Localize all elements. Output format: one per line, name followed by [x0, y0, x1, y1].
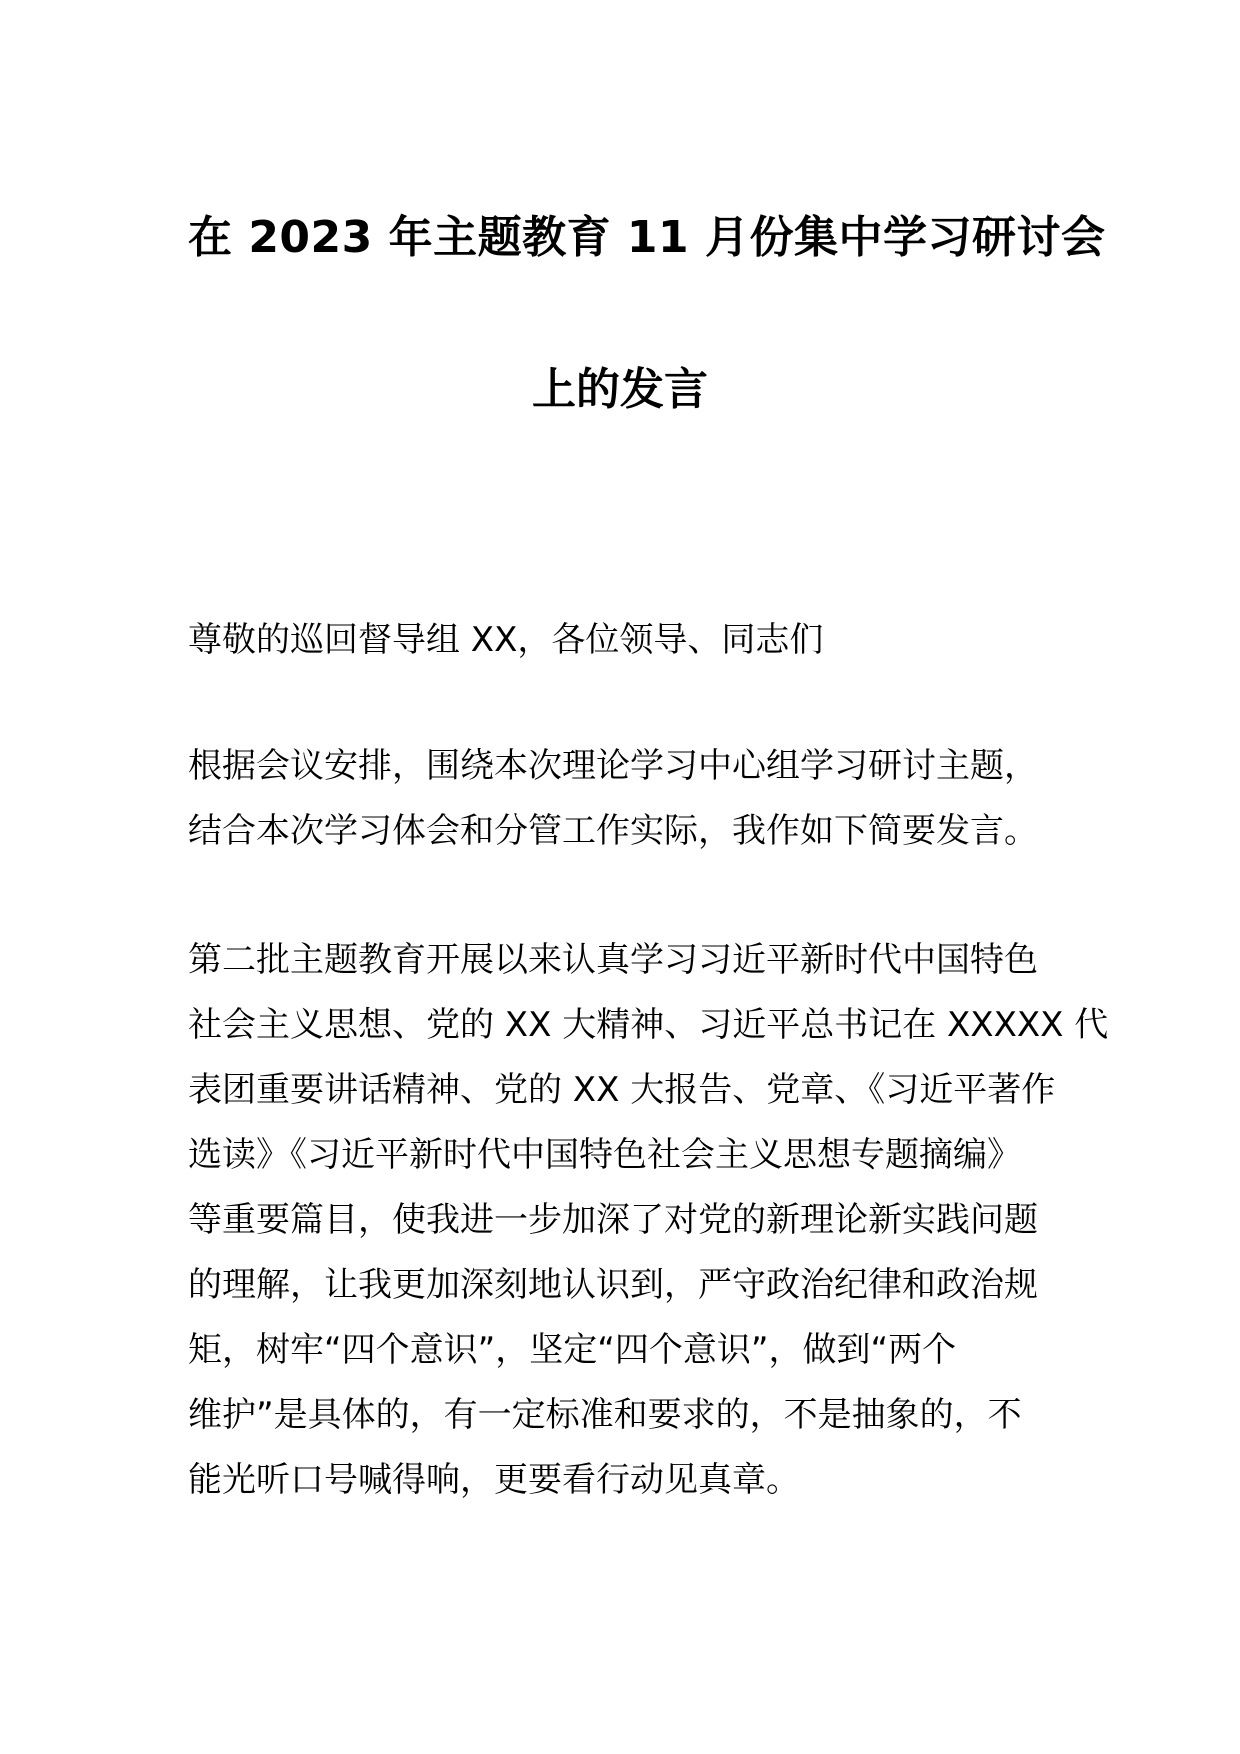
intro-paragraph: [188, 734, 1056, 864]
body-line: 第二批主题教育开展以来认真学习习近平新时代中国特色: [188, 940, 1038, 980]
salutation-text: 尊敬的巡回督导组 XX，各位领导、同志们: [188, 620, 824, 660]
body-line: 社会主义思想、党的 XX 大精神、习近平总书记在 XXXXX 代: [188, 1005, 1109, 1045]
body-line: 等重要篇目，使我进一步加深了对党的新理论新实践问题: [188, 1200, 1038, 1240]
document-title-line-2: 上的发言: [532, 364, 708, 415]
body-paragraph: [188, 928, 1109, 1513]
body-line: 维护”是具体的，有一定标准和要求的，不是抽象的，不: [188, 1395, 1022, 1435]
document-title-line-1: 在 2023 年主题教育 11 月份集中学习研讨会: [188, 212, 1106, 263]
body-line: 的理解，让我更加深刻地认识到，严守政治纪律和政治规: [188, 1265, 1038, 1305]
body-line: 表团重要讲话精神、党的 XX 大报告、党章、《习近平著作: [188, 1070, 1056, 1110]
body-line: 矩，树牢“四个意识”，坚定“四个意识”，做到“两个: [188, 1330, 957, 1370]
body-line: 选读》《习近平新时代中国特色社会主义思想专题摘编》: [188, 1135, 1021, 1175]
salutation-paragraph: [188, 608, 1056, 673]
body-line: 能光听口号喊得响，更要看行动见真章。: [188, 1460, 800, 1500]
intro-line: 结合本次学习体会和分管工作实际，我作如下简要发言。: [188, 811, 1038, 851]
intro-line: 根据会议安排，围绕本次理论学习中心组学习研讨主题，: [188, 746, 1038, 786]
